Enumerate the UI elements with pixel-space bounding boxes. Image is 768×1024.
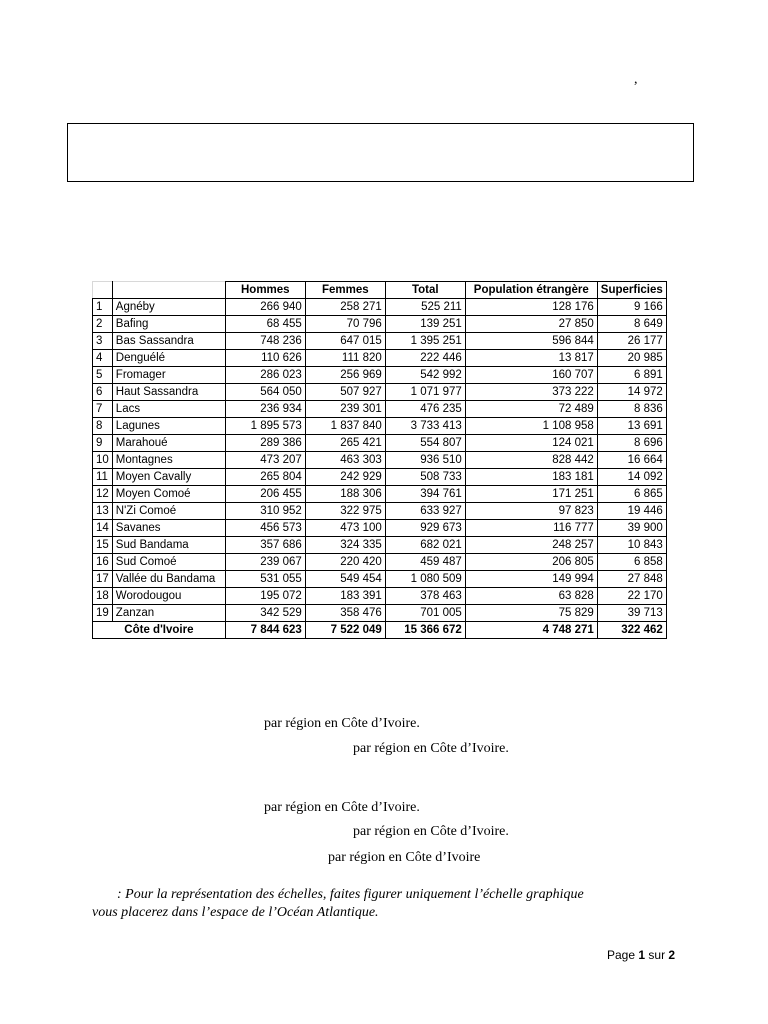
- total-cell: 3 733 413: [385, 418, 465, 435]
- region-name: Marahoué: [112, 435, 225, 452]
- hommes-cell: 266 940: [225, 299, 305, 316]
- total-cell: 378 463: [385, 588, 465, 605]
- table-header-row: [93, 282, 667, 299]
- table-row: [93, 537, 667, 554]
- region-name: Lagunes: [112, 418, 225, 435]
- footer-total-pages: 2: [668, 948, 676, 962]
- row-index: 2: [93, 316, 113, 333]
- row-index: 8: [93, 418, 113, 435]
- hommes-cell: 342 529: [225, 605, 305, 622]
- superficie-cell: 9 166: [597, 299, 666, 316]
- hommes-cell: 564 050: [225, 384, 305, 401]
- population-etrangere-cell: 828 442: [465, 452, 597, 469]
- row-index: 5: [93, 367, 113, 384]
- row-index: 15: [93, 537, 113, 554]
- footer-page-word: Page: [607, 948, 636, 962]
- hommes-cell: 357 686: [225, 537, 305, 554]
- population-etrangere-cell: 171 251: [465, 486, 597, 503]
- table-row: [93, 503, 667, 520]
- table-row: [93, 571, 667, 588]
- row-index: 16: [93, 554, 113, 571]
- total-cell: 1 080 509: [385, 571, 465, 588]
- femmes-cell: 507 927: [305, 384, 385, 401]
- population-etrangere-cell: 13 817: [465, 350, 597, 367]
- row-index: 10: [93, 452, 113, 469]
- region-name: Zanzan: [112, 605, 225, 622]
- instruction-line-2: par région en Côte d’Ivoire.: [353, 741, 509, 756]
- table-row: [93, 486, 667, 503]
- table-row: [93, 350, 667, 367]
- femmes-cell: 358 476: [305, 605, 385, 622]
- hommes-cell: 748 236: [225, 333, 305, 350]
- superficie-cell: 19 446: [597, 503, 666, 520]
- superficie-cell: 14 972: [597, 384, 666, 401]
- femmes-cell: 256 969: [305, 367, 385, 384]
- total-cell: 542 992: [385, 367, 465, 384]
- table-row: [93, 452, 667, 469]
- superficie-cell: 22 170: [597, 588, 666, 605]
- table-row: [93, 299, 667, 316]
- table-row: [93, 333, 667, 350]
- table-row: [93, 588, 667, 605]
- population-etrangere-cell: 27 850: [465, 316, 597, 333]
- table-row: [93, 605, 667, 622]
- population-etrangere-cell: 72 489: [465, 401, 597, 418]
- region-name: Bafing: [112, 316, 225, 333]
- hommes-cell: 1 895 573: [225, 418, 305, 435]
- region-name: Bas Sassandra: [112, 333, 225, 350]
- population-etrangere-cell: 75 829: [465, 605, 597, 622]
- femmes-cell: 188 306: [305, 486, 385, 503]
- total-row: [93, 622, 667, 639]
- page-footer: [607, 948, 675, 962]
- total-cell: 633 927: [385, 503, 465, 520]
- table-row: [93, 367, 667, 384]
- superficie-cell: 27 848: [597, 571, 666, 588]
- hommes-cell: 239 067: [225, 554, 305, 571]
- row-index: 1: [93, 299, 113, 316]
- region-name: Sud Comoé: [112, 554, 225, 571]
- superficie-cell: 10 843: [597, 537, 666, 554]
- total-row-label: Côte d'Ivoire: [93, 622, 226, 639]
- superficie-cell: 6 858: [597, 554, 666, 571]
- superficie-cell: 16 664: [597, 452, 666, 469]
- hommes-cell: 236 934: [225, 401, 305, 418]
- row-index: 17: [93, 571, 113, 588]
- femmes-cell: 70 796: [305, 316, 385, 333]
- femmes-cell: 549 454: [305, 571, 385, 588]
- hommes-cell: 206 455: [225, 486, 305, 503]
- total-cell: 394 761: [385, 486, 465, 503]
- population-etrangere-cell: 128 176: [465, 299, 597, 316]
- total-cell: 139 251: [385, 316, 465, 333]
- header-blank-index: [93, 282, 113, 299]
- footer-sur-word: sur: [648, 948, 666, 962]
- superficie-cell: 13 691: [597, 418, 666, 435]
- instruction-line-5: par région en Côte d’Ivoire: [328, 850, 481, 865]
- row-index: 19: [93, 605, 113, 622]
- instruction-line-3: par région en Côte d’Ivoire.: [264, 800, 420, 815]
- total-cell: 476 235: [385, 401, 465, 418]
- row-index: 18: [93, 588, 113, 605]
- total-femmes: 7 522 049: [305, 622, 385, 639]
- hommes-cell: 68 455: [225, 316, 305, 333]
- total-total: 15 366 672: [385, 622, 465, 639]
- femmes-cell: 473 100: [305, 520, 385, 537]
- population-etrangere-cell: 149 994: [465, 571, 597, 588]
- femmes-cell: 242 929: [305, 469, 385, 486]
- region-name: N'Zi Comoé: [112, 503, 225, 520]
- hommes-cell: 286 023: [225, 367, 305, 384]
- superficie-cell: 8 649: [597, 316, 666, 333]
- population-etrangere-cell: 116 777: [465, 520, 597, 537]
- region-name: Fromager: [112, 367, 225, 384]
- instruction-line-1: par région en Côte d’Ivoire.: [264, 716, 420, 731]
- hommes-cell: 531 055: [225, 571, 305, 588]
- femmes-cell: 322 975: [305, 503, 385, 520]
- superficie-cell: 20 985: [597, 350, 666, 367]
- hommes-cell: 456 573: [225, 520, 305, 537]
- total-cell: 682 021: [385, 537, 465, 554]
- hommes-cell: 195 072: [225, 588, 305, 605]
- header-total: Total: [385, 282, 465, 299]
- superficie-cell: 8 836: [597, 401, 666, 418]
- total-cell: 222 446: [385, 350, 465, 367]
- row-index: 4: [93, 350, 113, 367]
- total-population-etrangere: 4 748 271: [465, 622, 597, 639]
- title-box: [67, 123, 694, 182]
- femmes-cell: 111 820: [305, 350, 385, 367]
- femmes-cell: 324 335: [305, 537, 385, 554]
- superficie-cell: 8 696: [597, 435, 666, 452]
- region-name: Agnéby: [112, 299, 225, 316]
- population-etrangere-cell: 1 108 958: [465, 418, 597, 435]
- region-name: Savanes: [112, 520, 225, 537]
- row-index: 9: [93, 435, 113, 452]
- row-index: 7: [93, 401, 113, 418]
- note-line-2: vous placerez dans l’espace de l’Océan Atlantique.: [92, 905, 379, 920]
- region-name: Worodougou: [112, 588, 225, 605]
- header-population-etrangere: Population étrangère: [465, 282, 597, 299]
- table-row: [93, 316, 667, 333]
- hommes-cell: 310 952: [225, 503, 305, 520]
- femmes-cell: 183 391: [305, 588, 385, 605]
- table-row: [93, 435, 667, 452]
- total-hommes: 7 844 623: [225, 622, 305, 639]
- region-name: Haut Sassandra: [112, 384, 225, 401]
- population-etrangere-cell: 248 257: [465, 537, 597, 554]
- population-etrangere-cell: 97 823: [465, 503, 597, 520]
- table-row: [93, 401, 667, 418]
- population-etrangere-cell: 124 021: [465, 435, 597, 452]
- hommes-cell: 473 207: [225, 452, 305, 469]
- femmes-cell: 647 015: [305, 333, 385, 350]
- region-name: Moyen Cavally: [112, 469, 225, 486]
- region-name: Lacs: [112, 401, 225, 418]
- row-index: 6: [93, 384, 113, 401]
- row-index: 13: [93, 503, 113, 520]
- table-row: [93, 384, 667, 401]
- row-index: 3: [93, 333, 113, 350]
- superficie-cell: 26 177: [597, 333, 666, 350]
- population-etrangere-cell: 183 181: [465, 469, 597, 486]
- total-cell: 929 673: [385, 520, 465, 537]
- femmes-cell: 258 271: [305, 299, 385, 316]
- population-etrangere-cell: 160 707: [465, 367, 597, 384]
- population-etrangere-cell: 373 222: [465, 384, 597, 401]
- superficie-cell: 6 865: [597, 486, 666, 503]
- femmes-cell: 463 303: [305, 452, 385, 469]
- table-row: [93, 520, 667, 537]
- femmes-cell: 239 301: [305, 401, 385, 418]
- total-cell: 508 733: [385, 469, 465, 486]
- header-blank-region: [112, 282, 225, 299]
- region-name: Sud Bandama: [112, 537, 225, 554]
- femmes-cell: 265 421: [305, 435, 385, 452]
- hommes-cell: 110 626: [225, 350, 305, 367]
- region-name: Montagnes: [112, 452, 225, 469]
- hommes-cell: 265 804: [225, 469, 305, 486]
- femmes-cell: 1 837 840: [305, 418, 385, 435]
- total-cell: 936 510: [385, 452, 465, 469]
- population-etrangere-cell: 206 805: [465, 554, 597, 571]
- superficie-cell: 6 891: [597, 367, 666, 384]
- superficie-cell: 39 713: [597, 605, 666, 622]
- total-cell: 459 487: [385, 554, 465, 571]
- row-index: 14: [93, 520, 113, 537]
- table-row: [93, 418, 667, 435]
- instruction-line-4: par région en Côte d’Ivoire.: [353, 824, 509, 839]
- header-femmes: Femmes: [305, 282, 385, 299]
- total-cell: 554 807: [385, 435, 465, 452]
- hommes-cell: 289 386: [225, 435, 305, 452]
- total-cell: 1 071 977: [385, 384, 465, 401]
- row-index: 11: [93, 469, 113, 486]
- total-cell: 525 211: [385, 299, 465, 316]
- femmes-cell: 220 420: [305, 554, 385, 571]
- region-data-table: [92, 281, 667, 639]
- superficie-cell: 39 900: [597, 520, 666, 537]
- table-row: [93, 554, 667, 571]
- total-cell: 701 005: [385, 605, 465, 622]
- total-superficie: 322 462: [597, 622, 666, 639]
- superficie-cell: 14 092: [597, 469, 666, 486]
- header-superficies: Superficies: [597, 282, 666, 299]
- footer-page-number: 1: [638, 948, 646, 962]
- total-cell: 1 395 251: [385, 333, 465, 350]
- region-name: Moyen Comoé: [112, 486, 225, 503]
- region-name: Vallée du Bandama: [112, 571, 225, 588]
- table-row: [93, 469, 667, 486]
- header-hommes: Hommes: [225, 282, 305, 299]
- row-index: 12: [93, 486, 113, 503]
- note-line-1: : Pour la représentation des échelles, faites figurer uniquement l’échelle graphique: [117, 887, 584, 902]
- stray-comma: ,: [634, 72, 638, 87]
- population-etrangere-cell: 63 828: [465, 588, 597, 605]
- region-name: Denguélé: [112, 350, 225, 367]
- population-etrangere-cell: 596 844: [465, 333, 597, 350]
